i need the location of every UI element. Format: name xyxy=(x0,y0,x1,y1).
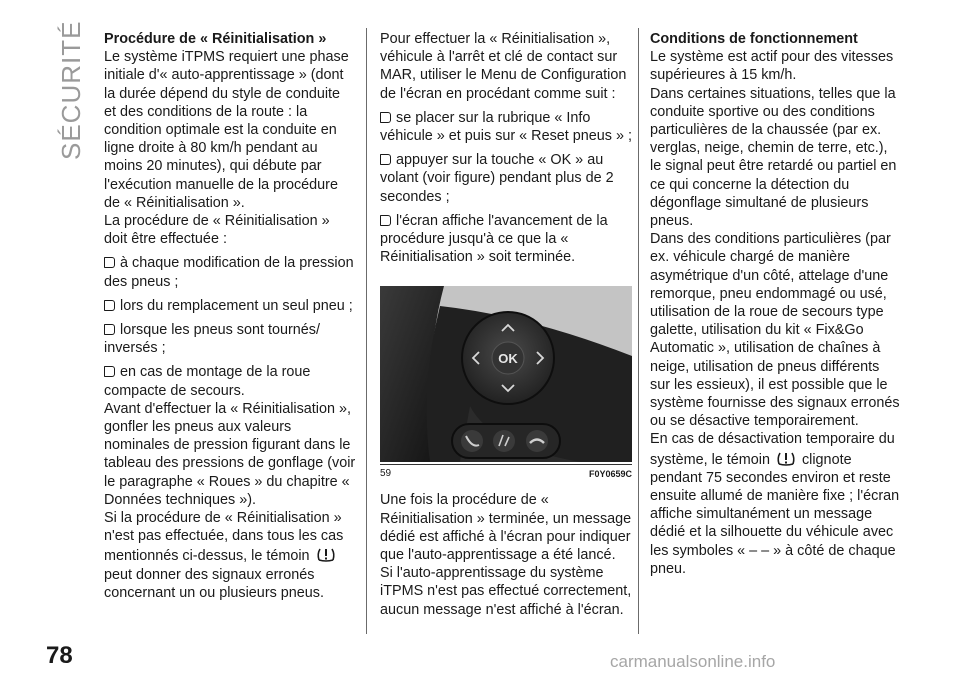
list-item: lors du remplacement un seul pneu ; xyxy=(104,297,356,315)
list-bullet-icon xyxy=(104,257,114,268)
paragraph: En cas de désactivation temporaire du système, le témoin clignote pendant 75 secondes environ et reste ensuite allumé de manière fixe ; l'écran affiche simultanément un message dédié et la silhouette du véhicule avec les symboles « – – » à côté de chaque pneu. xyxy=(650,431,900,577)
tyre-pressure-warning-icon xyxy=(776,449,796,467)
column-3 xyxy=(650,30,900,578)
column-1 xyxy=(104,30,356,602)
paragraph: Si la procédure de « Réinitialisation » n'est pas effectuée, dans tous les cas mentionnés ci-dessus, le témoin peut donner des signaux erronés concernant un ou plusieurs pneus. xyxy=(104,510,344,601)
list-item: se placer sur la rubrique « Info véhicule » et puis sur « Reset pneus » ; xyxy=(380,109,632,145)
figure-caption xyxy=(380,464,632,481)
paragraph: Dans des conditions particulières (par ex. véhicule chargé de manière asymétrique d'un côté, attelage d'une remorque, pneu endommagé ou usé, utilisation de la roue de secours type galette, utilisation du kit « Fix&Go Automatic », utilisation de chaînes à neige, utilisation de pneus différents sur les essieux), il est possible que le système fournisse des signaux erronés ou se désactive temporairement. xyxy=(650,231,900,430)
section-title xyxy=(40,20,100,160)
list-bullet-icon xyxy=(380,112,390,123)
paragraph: Une fois la procédure de « Réinitialisation » terminée, un message dédié est affiché à l'écran pour indiquer que l'auto-apprentissage a été lancé. Si l'auto-apprentissage du système iTPMS n'est pas effectué correctement, aucun message n'est affiché à l'écran. xyxy=(380,492,632,618)
ok-button-label: OK xyxy=(498,351,518,367)
paragraph: Le système est actif pour des vitesses supérieures à 15 km/h. xyxy=(650,49,894,84)
column-2 xyxy=(380,30,632,619)
list-bullet-icon xyxy=(380,215,390,226)
steering-wheel-illustration xyxy=(380,286,632,462)
list-item: à chaque modification de la pression des pneus ; xyxy=(104,255,354,290)
list-item: en cas de montage de la roue compacte de secours. xyxy=(104,364,311,399)
list-bullet-icon xyxy=(104,324,114,335)
voice-button xyxy=(493,430,515,452)
column-divider xyxy=(638,28,639,634)
section-title-text: SÉCURITÉ xyxy=(56,20,86,160)
steering-wheel-controls-figure xyxy=(380,286,632,462)
paragraph: Dans certaines situations, telles que la conduite sportive ou des conditions particulières de la chaussée (par ex. verglas, neige, chemin de terre, etc.), le signal peut être retardé ou partiel en ce qui concerne la détection du dégonflage simultané de plusieurs pneus. xyxy=(650,85,897,230)
list-item: lorsque les pneus sont tournés/ inversés ; xyxy=(104,322,320,357)
watermark: carmanualsonline.info xyxy=(610,652,776,671)
figure-number: 59 xyxy=(380,468,392,480)
tyre-pressure-warning-icon xyxy=(316,545,336,563)
paragraph: Pour effectuer la « Réinitialisation », véhicule à l'arrêt et clé de contact sur MAR, utiliser le Menu de Configuration de l'écran en procédant comme suit : xyxy=(380,31,627,102)
operating-conditions-heading: Conditions de fonctionnement xyxy=(650,31,858,47)
figure-code: F0Y0659C xyxy=(588,469,632,480)
call-button xyxy=(461,430,483,452)
page-number: 78 xyxy=(46,642,73,669)
list-bullet-icon xyxy=(380,154,390,165)
hang-up-button xyxy=(526,430,548,452)
paragraph: Avant d'effectuer la « Réinitialisation », gonfler les pneus aux valeurs nominales de pression figurant dans le tableau des pressions de gonflage (voir le paragraphe « Roues » du chapitre « Données techniques »). xyxy=(104,400,356,508)
list-bullet-icon xyxy=(104,366,114,377)
column-divider xyxy=(366,28,367,634)
paragraph: La procédure de « Réinitialisation » doit être effectuée : xyxy=(104,213,330,248)
list-item: appuyer sur la touche « OK » au volant (voir figure) pendant plus de 2 secondes ; xyxy=(380,152,614,205)
reset-procedure-heading: Procédure de « Réinitialisation » xyxy=(104,31,327,47)
paragraph: Le système iTPMS requiert une phase initiale d'« auto-apprentissage » (dont la durée dépend du style de conduite et des conditions de la route : la condition optimale est la conduite en ligne droite à 80 km/h pendant au moins 20 minutes), qui débute par l'exécution manuelle de la procédure de « Réinitialisation ». xyxy=(104,49,349,211)
list-bullet-icon xyxy=(104,300,114,311)
list-item: l'écran affiche l'avancement de la procédure jusqu'à ce que la « Réinitialisation » soit terminée. xyxy=(380,212,608,266)
